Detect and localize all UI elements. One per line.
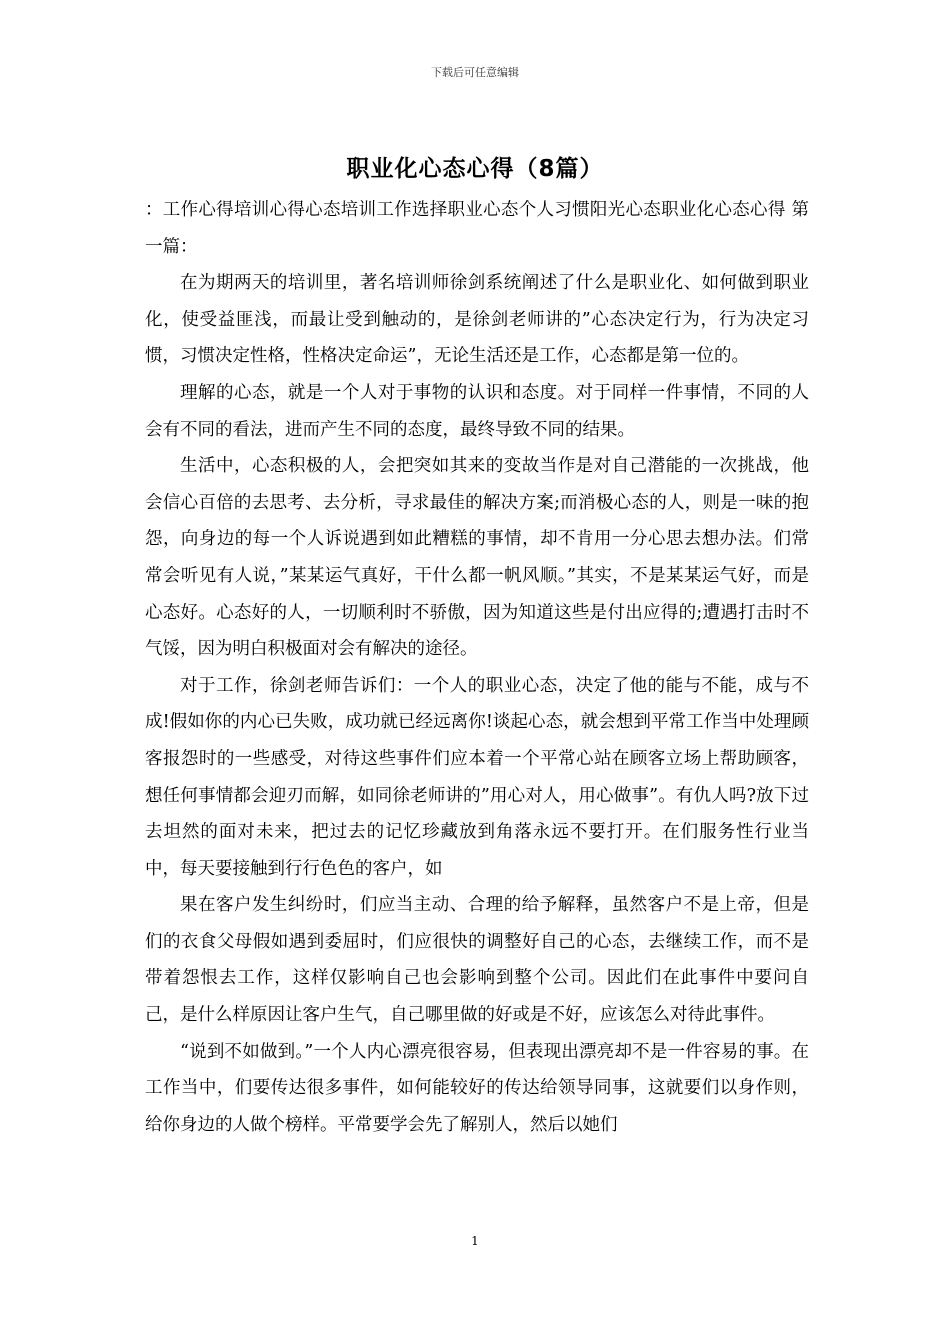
paragraph-keywords: ：工作心得培训心得心态培训工作选择职业心态个人习惯阳光心态职业化心态心得 第一篇： [145, 200, 809, 257]
document-title: 职业化心态心得（8篇） [346, 156, 604, 182]
paragraph: 果在客户发生纠纷时，们应当主动、合理的给予解释，虽然客户不是上帝，但是们的衣食父母假如遇到委屈时，们应很快的调整好自己的心态，去继续工作，而不是带着怨恨去工作，这样仅影响自己也会影响到整个公司。因此们在此事件中要问自己，是什么样原因让客户生气，自己哪里做的好或是不好，应该怎么对待此事件。 [145, 895, 809, 1026]
page-number: 1 [471, 1234, 479, 1248]
header-note: 下载后可任意编辑 [431, 66, 519, 79]
document-body [145, 192, 809, 1143]
paragraph: 在为期两天的培训里，著名培训师徐剑系统阐述了什么是职业化、如何做到职业化，使受益匪浅，而最让受到触动的，是徐剑老师讲的”心态决定行为，行为决定习惯，习惯决定性格，性格决定命运”，无论生活还是工作，心态都是第一位的。 [145, 273, 809, 367]
paragraph: 生活中，心态积极的人，会把突如其来的变故当作是对自己潜能的一次挑战，他会信心百倍的去思考、去分析，寻求最佳的解决方案;而消极心态的人，则是一味的抱怨，向身边的每一个人诉说遇到如此糟糕的事情，却不肯用一分心思去想办法。们常常会听见有人说，”某某运气真好，干什么都一帆风顺。”其实，不是某某运气好，而是心态好。心态好的人，一切顺利时不骄傲，因为知道这些是付出应得的;遭遇打击时不气馁，因为明白积极面对会有解决的途径。 [145, 456, 809, 660]
paragraph: 对于工作，徐剑老师告诉们：一个人的职业心态，决定了他的能与不能，成与不成!假如你的内心已失败，成功就已经远离你!谈起心态，就会想到平常工作当中处理顾客报怨时的一些感受，对待这些事件们应本着一个平常心站在顾客立场上帮助顾客，想任何事情都会迎刃而解，如同徐老师讲的”用心对人，用心做事”。有仇人吗?放下过去坦然的面对未来，把过去的记忆珍藏放到角落永远不要打开。在们服务性行业当中，每天要接触到行行色色的客户，如 [145, 675, 809, 879]
paragraph: 理解的心态，就是一个人对于事物的认识和态度。对于同样一件事情，不同的人会有不同的看法，进而产生不同的态度，最终导致不同的结果。 [145, 382, 809, 440]
paragraph: “说到不如做到。”一个人内心漂亮很容易，但表现出漂亮却不是一件容易的事。在工作当中，们要传达很多事件，如何能较好的传达给领导同事，这就要们以身作则，给你身边的人做个榜样。平常要学会先了解别人，然后以她们 [145, 1041, 809, 1135]
